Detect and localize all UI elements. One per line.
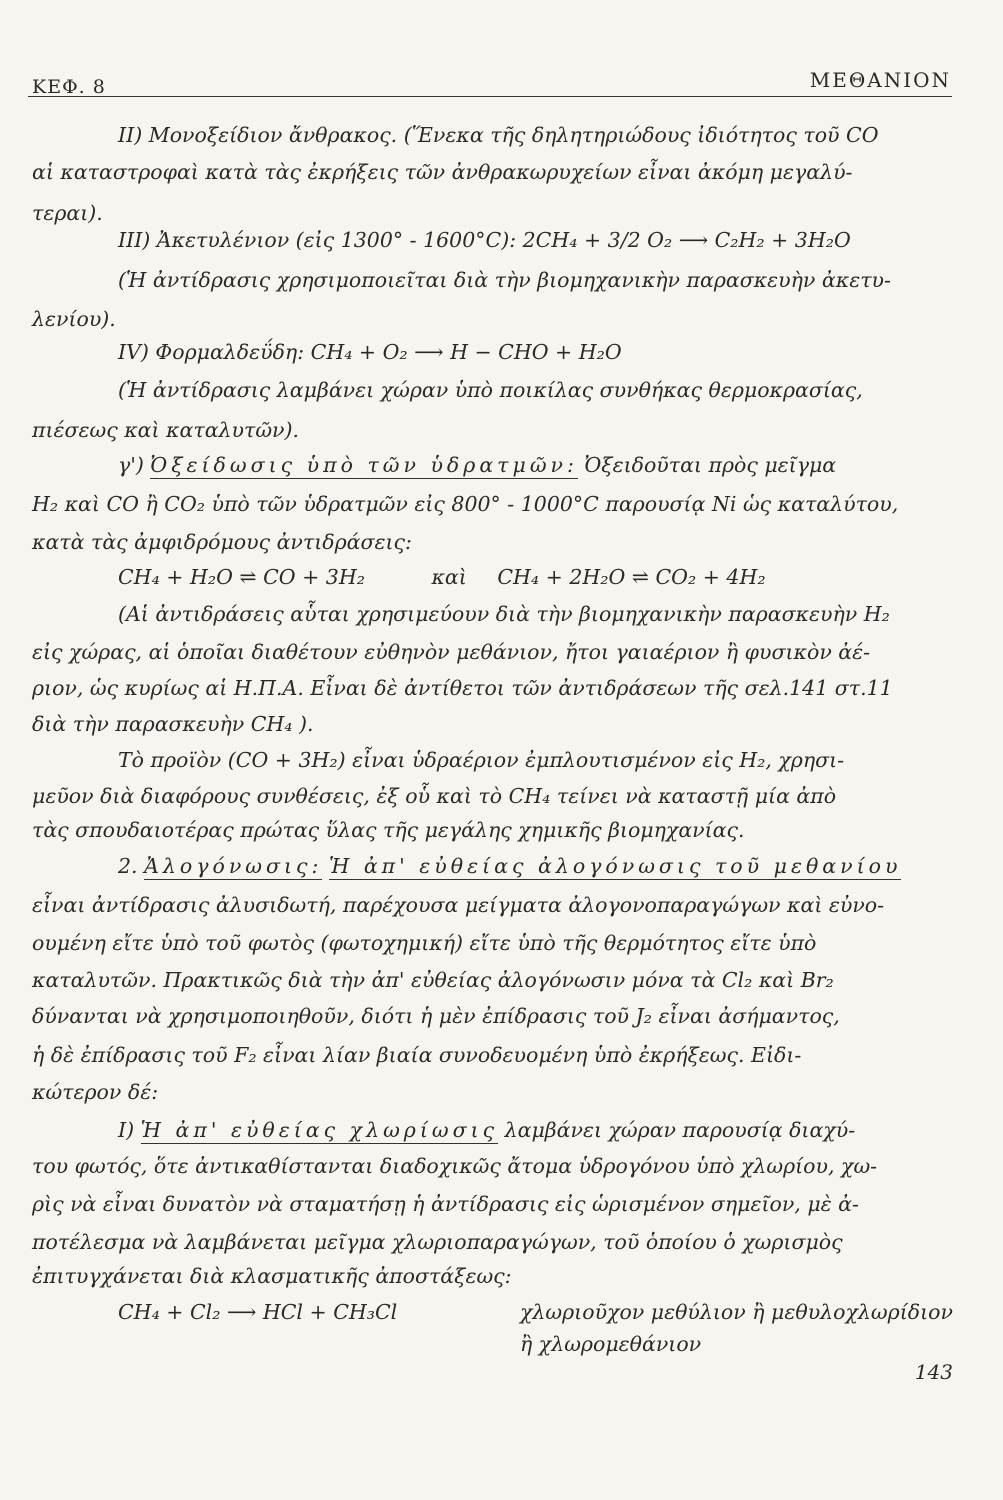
text-line: ριον, ὡς κυρίως αἱ Η.Π.Α. Εἶναι δὲ ἀντίθετοι τῶν ἀντιδράσεων τῆς σελ.141 στ.11 (32, 676, 893, 700)
page-number: 143 (914, 1360, 953, 1384)
equation: CH₄ + 2H₂O ⇌ CO₂ + 4H₂ (497, 565, 766, 589)
text-line: κώτερον δέ: (32, 1080, 159, 1104)
subsection-heading-line (118, 1118, 855, 1142)
text-line: H₂ καὶ CO ἢ CO₂ ὑπὸ τῶν ὑδρατμῶν εἰς 800° - 1000°C παρουσίᾳ Ni ὡς καταλύτου, (32, 492, 899, 516)
text-line: (Ἡ ἀντίδρασις λαμβάνει χώραν ὑπὸ ποικίλας συνθήκας θερμοκρασίας, (118, 378, 863, 402)
text-line: πιέσεως καὶ καταλυτῶν). (32, 418, 300, 442)
text-line: II) Μονοξείδιον ἄνθρακος. (Ἕνεκα τῆς δηλητηριώδους ἰδιότητος τοῦ CO (118, 123, 879, 147)
equation: CH₄ + Cl₂ ⟶ HCl + CH₃Cl (118, 1300, 398, 1324)
text-line: λενίου). (32, 307, 116, 331)
section-heading: Ἀλογόνωσις: (144, 854, 323, 878)
text-line: (Αἱ ἀντιδράσεις αὗται χρησιμεύουν διὰ τὴν βιομηχανικὴν παρασκευὴν H₂ (118, 602, 890, 626)
text-line: μεῦον διὰ διαφόρους συνθέσεις, ἐξ οὗ καὶ τὸ CH₄ τείνει νὰ καταστῇ μία ἀπὸ (32, 784, 837, 808)
running-title: ΜΕΘΑΝΙΟΝ (809, 68, 951, 92)
text-line: ποτέλεσμα νὰ λαμβάνεται μεῖγμα χλωριοπαραγώγων, τοῦ ὁποίου ὁ χωρισμὸς (32, 1230, 843, 1254)
text-line: III) Ἀκετυλένιον (εἰς 1300° - 1600°C): 2CH₄ + 3/2 O₂ ⟶ C₂H₂ + 3H₂O (118, 228, 851, 252)
item-label: I) (118, 1118, 135, 1142)
text-line: κατὰ τὰς ἀμφιδρόμους ἀντιδράσεις: (32, 530, 412, 554)
text-line: του φωτός, ὅτε ἀντικαθίστανται διαδοχικῶς ἄτομα ὑδρογόνου ὑπὸ χλωρίου, χω- (32, 1154, 878, 1178)
text-line: ρὶς νὰ εἶναι δυνατὸν νὰ σταματήσῃ ἡ ἀντίδρασις εἰς ὡρισμένον σημεῖον, μὲ ἀ- (32, 1192, 859, 1216)
text-line: Τὸ προϊὸν (CO + 3H₂) εἶναι ὑδραέριον ἐμπλουτισμένον εἰς H₂, χρησι- (118, 748, 845, 772)
equation-line (118, 565, 766, 589)
text-fragment: λαμβάνει χώραν παρουσίᾳ διαχύ- (504, 1118, 856, 1142)
text-line: τὰς σπουδαιοτέρας πρώτας ὕλας τῆς μεγάλης χημικῆς βιομηχανίας. (32, 818, 745, 842)
text-line: εἶναι ἀντίδρασις ἀλυσιδωτή, παρέχουσα μείγματα ἀλογονοπαραγώγων καὶ εὐνο- (32, 893, 885, 917)
text-line: ουμένη εἴτε ὑπὸ τοῦ φωτὸς (φωτοχημική) εἴτε ὑπὸ τῆς θερμότητος εἴτε ὑπὸ (32, 931, 817, 955)
section-heading: Ἡ ἀπ' εὐθείας ἀλογόνωσις τοῦ μεθανίου (328, 854, 902, 878)
text-line: IV) Φορμαλδεΰδη: CH₄ + O₂ ⟶ H − CHO + H₂O (118, 340, 622, 364)
item-label: 2. (118, 854, 138, 878)
product-name: χλωριοῦχον μεθύλιον ἢ μεθυλοχλωρίδιον (520, 1300, 953, 1324)
subsection-heading: Ἡ ἀπ' εὐθείας χλωρίωσις (140, 1118, 499, 1142)
text-line: καταλυτῶν. Πρακτικῶς διὰ τὴν ἀπ' εὐθείας ἀλογόνωσιν μόνα τὰ Cl₂ καὶ Br₂ (32, 968, 834, 992)
chapter-label: ΚΕΦ. 8 (32, 76, 106, 98)
text-line: εἰς χώρας, αἱ ὁποῖαι διαθέτουν εὐθηνὸν μεθάνιον, ἤτοι γαιαέριον ἢ φυσικὸν ἀέ- (32, 640, 871, 664)
text-fragment: Ὀξειδοῦται πρὸς μεῖγμα (584, 453, 837, 477)
text-line: (Ἡ ἀντίδρασις χρησιμοποιεῖται διὰ τὴν βιομηχανικὴν παρασκευὴν ἀκετυ- (118, 268, 891, 292)
product-name-alt: ἢ χλωρομεθάνιον (520, 1332, 702, 1356)
section-heading-line (118, 453, 836, 477)
text-line: ἡ δὲ ἐπίδρασις τοῦ F₂ εἶναι λίαν βιαία συνοδευομένη ὑπὸ ἐκρήξεως. Εἰδι- (32, 1043, 802, 1067)
text-line: δύνανται νὰ χρησιμοποιηθοῦν, διότι ἡ μὲν ἐπίδρασις τοῦ J₂ εἶναι ἀσήμαντος, (32, 1004, 840, 1028)
section-heading: Ὀξείδωσις ὑπὸ τῶν ὑδρατμῶν: (150, 453, 578, 477)
header-rule (28, 96, 952, 97)
item-label: γ') (118, 453, 144, 477)
text-line: αἱ καταστροφαὶ κατὰ τὰς ἐκρήξεις τῶν ἀνθρακωρυχείων εἶναι ἀκόμη μεγαλύ- (32, 160, 853, 184)
equation: CH₄ + H₂O ⇌ CO + 3H₂ (118, 565, 365, 589)
text-line: ἐπιτυγχάνεται διὰ κλασματικῆς ἀποστάξεως: (32, 1264, 512, 1288)
section-heading-line (118, 854, 901, 878)
conjunction: καὶ (431, 565, 467, 589)
text-line: τεραι). (32, 201, 103, 225)
text-line: διὰ τὴν παρασκευὴν CH₄ ). (32, 712, 314, 736)
